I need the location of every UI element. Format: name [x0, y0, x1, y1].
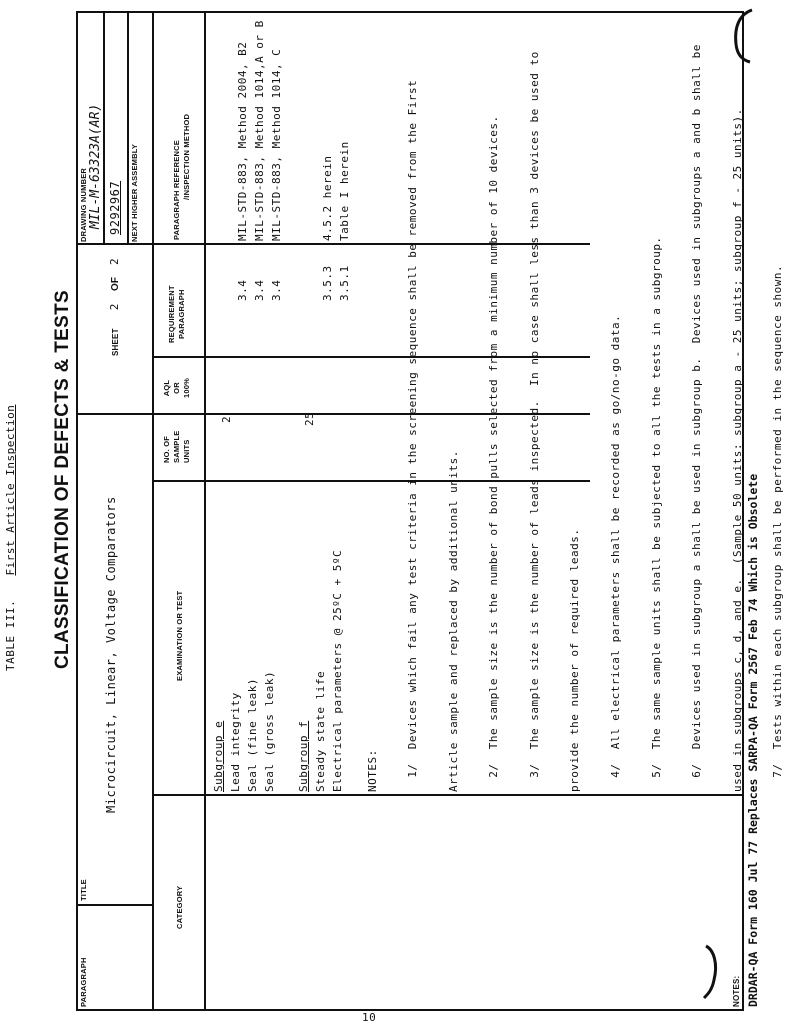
table-row: Lead integrity: [229, 692, 242, 792]
colhead-sample: NO. OF SAMPLE UNITS: [162, 430, 191, 463]
binding-mark-bottom: [700, 940, 740, 1000]
divider-title-sheet: [76, 413, 152, 415]
note-line: 2/ The sample size is the number of bond pulls selected from a minimum number of 10 devices.: [487, 115, 501, 792]
table-row-method: MIL-STD-883, Method 1014, C: [270, 48, 283, 241]
footer-notes-label: NOTES:: [732, 975, 741, 1007]
sheet-number-block: SHEET 2 OF 2: [108, 257, 121, 356]
table-row: Electrical parameters @ 25ºC + 5ºC: [331, 549, 344, 792]
notes-heading: NOTES:: [366, 749, 379, 792]
binding-mark-top: [712, 4, 756, 64]
subgroup-f-sample-units: 25: [303, 411, 316, 426]
note-line: 1/ Devices which fail any test criteria in the screening sequence shall be removed from the First: [406, 79, 419, 792]
note-line: 7/ Tests within each subgroup shall be performed in the sequence shown.: [771, 264, 785, 792]
next-assembly-label: NEXT HIGHER ASSEMBLY: [130, 143, 139, 242]
divider-header-bottom: [152, 11, 154, 1011]
colhead-paragraph-ref: PARAGRAPH REFERENCE /INSPECTION METHOD: [172, 113, 191, 240]
divider-next-assembly: [127, 11, 129, 245]
subgroup-e-heading: Subgroup e: [212, 720, 225, 792]
paragraph-label: PARAGRAPH: [79, 957, 88, 1007]
note-line: 6/ Devices used in subgroup a shall be used in subgroup b. Devices used in subgroups a and b shall be: [690, 44, 704, 792]
table-row-req: 3.4: [236, 279, 249, 301]
table-row-req: 3.5.1: [338, 265, 351, 301]
table-row: Steady state life: [314, 670, 327, 792]
drawing-number-label: DRAWING NUMBER: [79, 167, 88, 242]
divider-paragraph-title: [76, 904, 152, 906]
divider-drawing-number: [103, 11, 105, 245]
divider-sheet-drawing: [76, 243, 152, 245]
drawing-number: 9292967: [108, 180, 122, 235]
note-line: used in subgroups c, d, and e. (Sample 50 units: subgroup a - 25 units; subgroup f - 25 units).: [730, 108, 744, 792]
note-line: 4/ All electrical parameters shall be recorded as go/no-go data.: [608, 314, 622, 792]
title-label: TITLE: [79, 879, 88, 901]
table-row-method: Table I herein: [338, 141, 351, 241]
page-title: CLASSIFICATION OF DEFECTS & TESTS: [52, 290, 73, 669]
col-divider-category: [152, 794, 742, 796]
table-row-req: 3.4: [253, 279, 266, 301]
page-number: 10: [362, 1011, 377, 1024]
note-line: 5/ The same sample units shall be subjected to all the tests in a subgroup.: [649, 236, 663, 792]
table-row-req: 3.4: [270, 279, 283, 301]
title-value: Microcircuit, Linear, Voltage Comparators: [104, 496, 118, 813]
table-row: Seal (gross leak): [263, 670, 276, 792]
note-line: Article sample and replaced by additional units.: [446, 450, 460, 792]
colhead-exam: EXAMINATION OR TEST: [175, 590, 184, 681]
note-line: 3/ The sample size is the number of leads inspected. In no case shall less than 3 devices be used to: [527, 51, 541, 792]
drawing-reference-handwritten: MIL-M-63323A(AR): [88, 103, 103, 229]
divider-colhead-bottom: [204, 11, 206, 1011]
colhead-requirement: REQUIREMENT PARAGRAPH: [167, 285, 186, 343]
table-caption: TABLE III. First Article Inspection: [4, 404, 17, 671]
colhead-aql: AQL OR 100%: [162, 378, 191, 398]
footer-form-text: DRDAR-QA Form 160 Jul 77 Replaces SARPA-QA Form 2567 Feb 74 Which is Obsolete: [746, 473, 760, 1007]
note-line: provide the number of required leads.: [568, 528, 582, 792]
subgroup-e-sample-units: 2: [220, 415, 233, 423]
table-row-method: MIL-STD-883, Method 1014,A or B: [253, 20, 266, 241]
table-row-method: MIL-STD-883, Method 2004, B2: [236, 41, 249, 241]
table-row-method: 4.5.2 herein: [321, 155, 334, 241]
subgroup-f-heading: Subgroup f: [297, 720, 310, 792]
colhead-category: CATEGORY: [175, 885, 184, 929]
table-row-req: 3.5.3: [321, 265, 334, 301]
table-row: Seal (fine leak): [246, 678, 259, 792]
